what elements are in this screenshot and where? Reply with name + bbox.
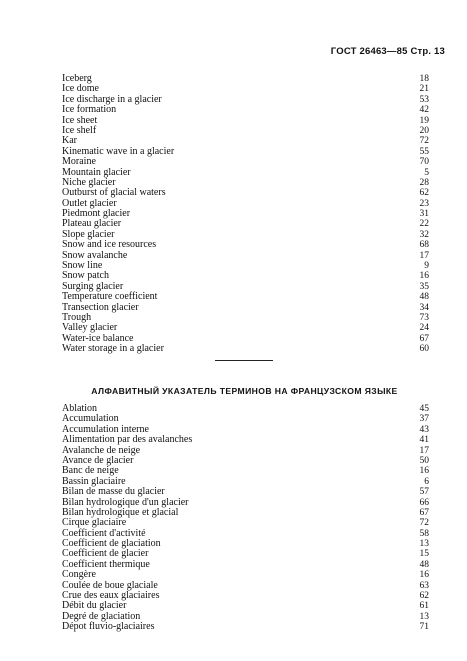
index-page-number: 32 (419, 229, 429, 240)
index-term: Valley glacier (62, 322, 118, 334)
index-term: Outburst of glacial waters (62, 187, 166, 199)
index-term: Avance de glacier (62, 454, 134, 466)
index-term: Snow avalanche (62, 249, 128, 261)
index-term: Iceberg (62, 73, 92, 84)
index-entry (62, 622, 429, 632)
index-entry (62, 251, 429, 261)
index-term: Coulée de boue glaciale (62, 579, 158, 591)
index-term: Accumulation (62, 413, 119, 425)
index-page-number: 50 (419, 455, 429, 466)
index-term: Ice shelf (62, 124, 97, 136)
index-page-number: 53 (419, 94, 429, 105)
index-page-number: 61 (419, 601, 429, 612)
index-page-number: 42 (419, 105, 429, 116)
index-page-number: 68 (419, 240, 429, 251)
index-term: Bassin glaciaire (62, 475, 126, 487)
index-term: Mountain glacier (62, 166, 131, 178)
index-page-number: 62 (419, 591, 429, 602)
index-entry (62, 435, 429, 445)
index-entry (62, 126, 429, 136)
index-page-number: 63 (419, 580, 429, 591)
index-entry (62, 105, 429, 115)
index-page-number: 67 (419, 333, 429, 344)
index-term: Degré de glaciation (62, 610, 141, 622)
index-page-number: 55 (419, 146, 429, 157)
index-page-number: 48 (419, 292, 429, 303)
index-page-number: 35 (419, 281, 429, 292)
index-term: Bilan hydrologique d'un glacier (62, 496, 189, 508)
index-page-number: 72 (419, 518, 429, 529)
index-term: Snow and ice resources (62, 239, 157, 251)
index-page-number: 23 (419, 198, 429, 209)
index-page-number: 66 (419, 497, 429, 508)
french-index-title: АЛФАВИТНЫЙ УКАЗАТЕЛЬ ТЕРМИНОВ НА ФРАНЦУЗСКОМ ЯЗЫКЕ (91, 386, 398, 396)
index-term: Banc de neige (62, 465, 119, 477)
index-term: Slope glacier (62, 228, 115, 240)
index-term: Alimentation par des avalanches (62, 434, 193, 446)
index-term: Ice discharge in a glacier (62, 93, 162, 105)
index-page-number: 13 (419, 539, 429, 550)
index-term: Moraine (62, 156, 96, 168)
index-term: Bilan hydrologique et glacial (62, 506, 179, 518)
index-entry (62, 147, 429, 157)
index-term: Débit du glacier (62, 600, 127, 612)
index-term: Outlet glacier (62, 197, 117, 209)
index-term: Temperature coefficient (62, 291, 158, 303)
index-page-number: 62 (419, 188, 429, 199)
index-term: Piedmont glacier (62, 208, 131, 220)
english-term-index (62, 74, 429, 355)
index-page-number: 20 (419, 125, 429, 136)
index-page-number: 15 (419, 549, 429, 560)
index-page-number: 16 (419, 271, 429, 282)
index-entry (62, 74, 429, 84)
index-entry (62, 219, 429, 229)
index-page-number: 18 (419, 74, 429, 84)
index-page-number: 13 (419, 611, 429, 622)
index-term: Surging glacier (62, 280, 124, 292)
index-term: Water storage in a glacier (62, 343, 164, 355)
index-term: Ice sheet (62, 114, 98, 126)
index-term: Coefficient d'activité (62, 527, 146, 539)
index-page-number: 6 (424, 476, 429, 487)
index-term: Coefficient thermique (62, 558, 150, 570)
index-page-number: 57 (419, 487, 429, 498)
index-page-number: 16 (419, 466, 429, 477)
standard-number: ГОСТ 26463—85 (330, 46, 408, 57)
index-page-number: 48 (419, 559, 429, 570)
index-term: Coefficient de glacier (62, 548, 149, 560)
index-page-number: 41 (419, 435, 429, 446)
index-page-number: 67 (419, 507, 429, 518)
index-page-number: 9 (424, 261, 429, 272)
index-entry (62, 157, 429, 167)
index-entry (62, 95, 429, 105)
index-page-number: 31 (419, 209, 429, 220)
index-term: Niche glacier (62, 176, 116, 188)
index-term: Crue des eaux glaciaires (62, 590, 160, 602)
index-term: Kinematic wave in a glacier (62, 145, 175, 157)
index-term: Transection glacier (62, 301, 139, 313)
index-page-number: 17 (419, 250, 429, 261)
index-entry (62, 168, 429, 178)
index-term: Water-ice balance (62, 332, 134, 344)
index-term: Snow patch (62, 270, 109, 282)
index-page-number: 5 (424, 167, 429, 178)
index-term: Cirque glaciaire (62, 517, 127, 529)
index-term: Snow line (62, 260, 103, 272)
index-page-number: 17 (419, 445, 429, 456)
index-page-number: 22 (419, 219, 429, 230)
index-page-number: 72 (419, 136, 429, 147)
index-term: Avalanche de neige (62, 444, 141, 456)
index-page-number: 37 (419, 414, 429, 425)
index-term: Bilan de masse du glacier (62, 486, 165, 498)
index-page-number: 60 (419, 344, 429, 355)
index-page-number: 43 (419, 424, 429, 435)
index-entry (62, 116, 429, 126)
index-entry (62, 303, 429, 313)
index-page-number: 70 (419, 157, 429, 168)
index-term: Ablation (62, 403, 97, 414)
index-page-number: 28 (419, 177, 429, 188)
index-page-number: 24 (419, 323, 429, 334)
section-divider (215, 360, 273, 361)
index-term: Accumulation interne (62, 423, 149, 435)
index-page-number: 16 (419, 570, 429, 581)
index-entry (62, 261, 429, 271)
index-term: Congère (62, 569, 96, 581)
index-term: Plateau glacier (62, 218, 122, 230)
page-number: Стр. 13 (410, 46, 445, 57)
index-term: Kar (62, 135, 77, 147)
index-term: Ice formation (62, 104, 117, 116)
index-page-number: 19 (419, 115, 429, 126)
index-term: Coefficient de glaciation (62, 538, 161, 550)
index-page-number: 21 (419, 84, 429, 95)
index-term: Ice dome (62, 83, 99, 95)
index-entry (62, 313, 429, 323)
index-page-number: 73 (419, 312, 429, 323)
french-term-index (62, 404, 429, 633)
index-page-number: 71 (419, 622, 429, 633)
index-page-number: 45 (419, 404, 429, 414)
index-entry (62, 188, 429, 198)
page-header (331, 46, 445, 57)
index-term: Trough (62, 311, 92, 323)
index-page-number: 58 (419, 528, 429, 539)
index-entry (62, 560, 429, 570)
index-entry (62, 344, 429, 354)
index-page-number: 34 (419, 302, 429, 313)
index-entry (62, 487, 429, 497)
index-term: Dépot fluvio-glaciaires (62, 621, 155, 633)
